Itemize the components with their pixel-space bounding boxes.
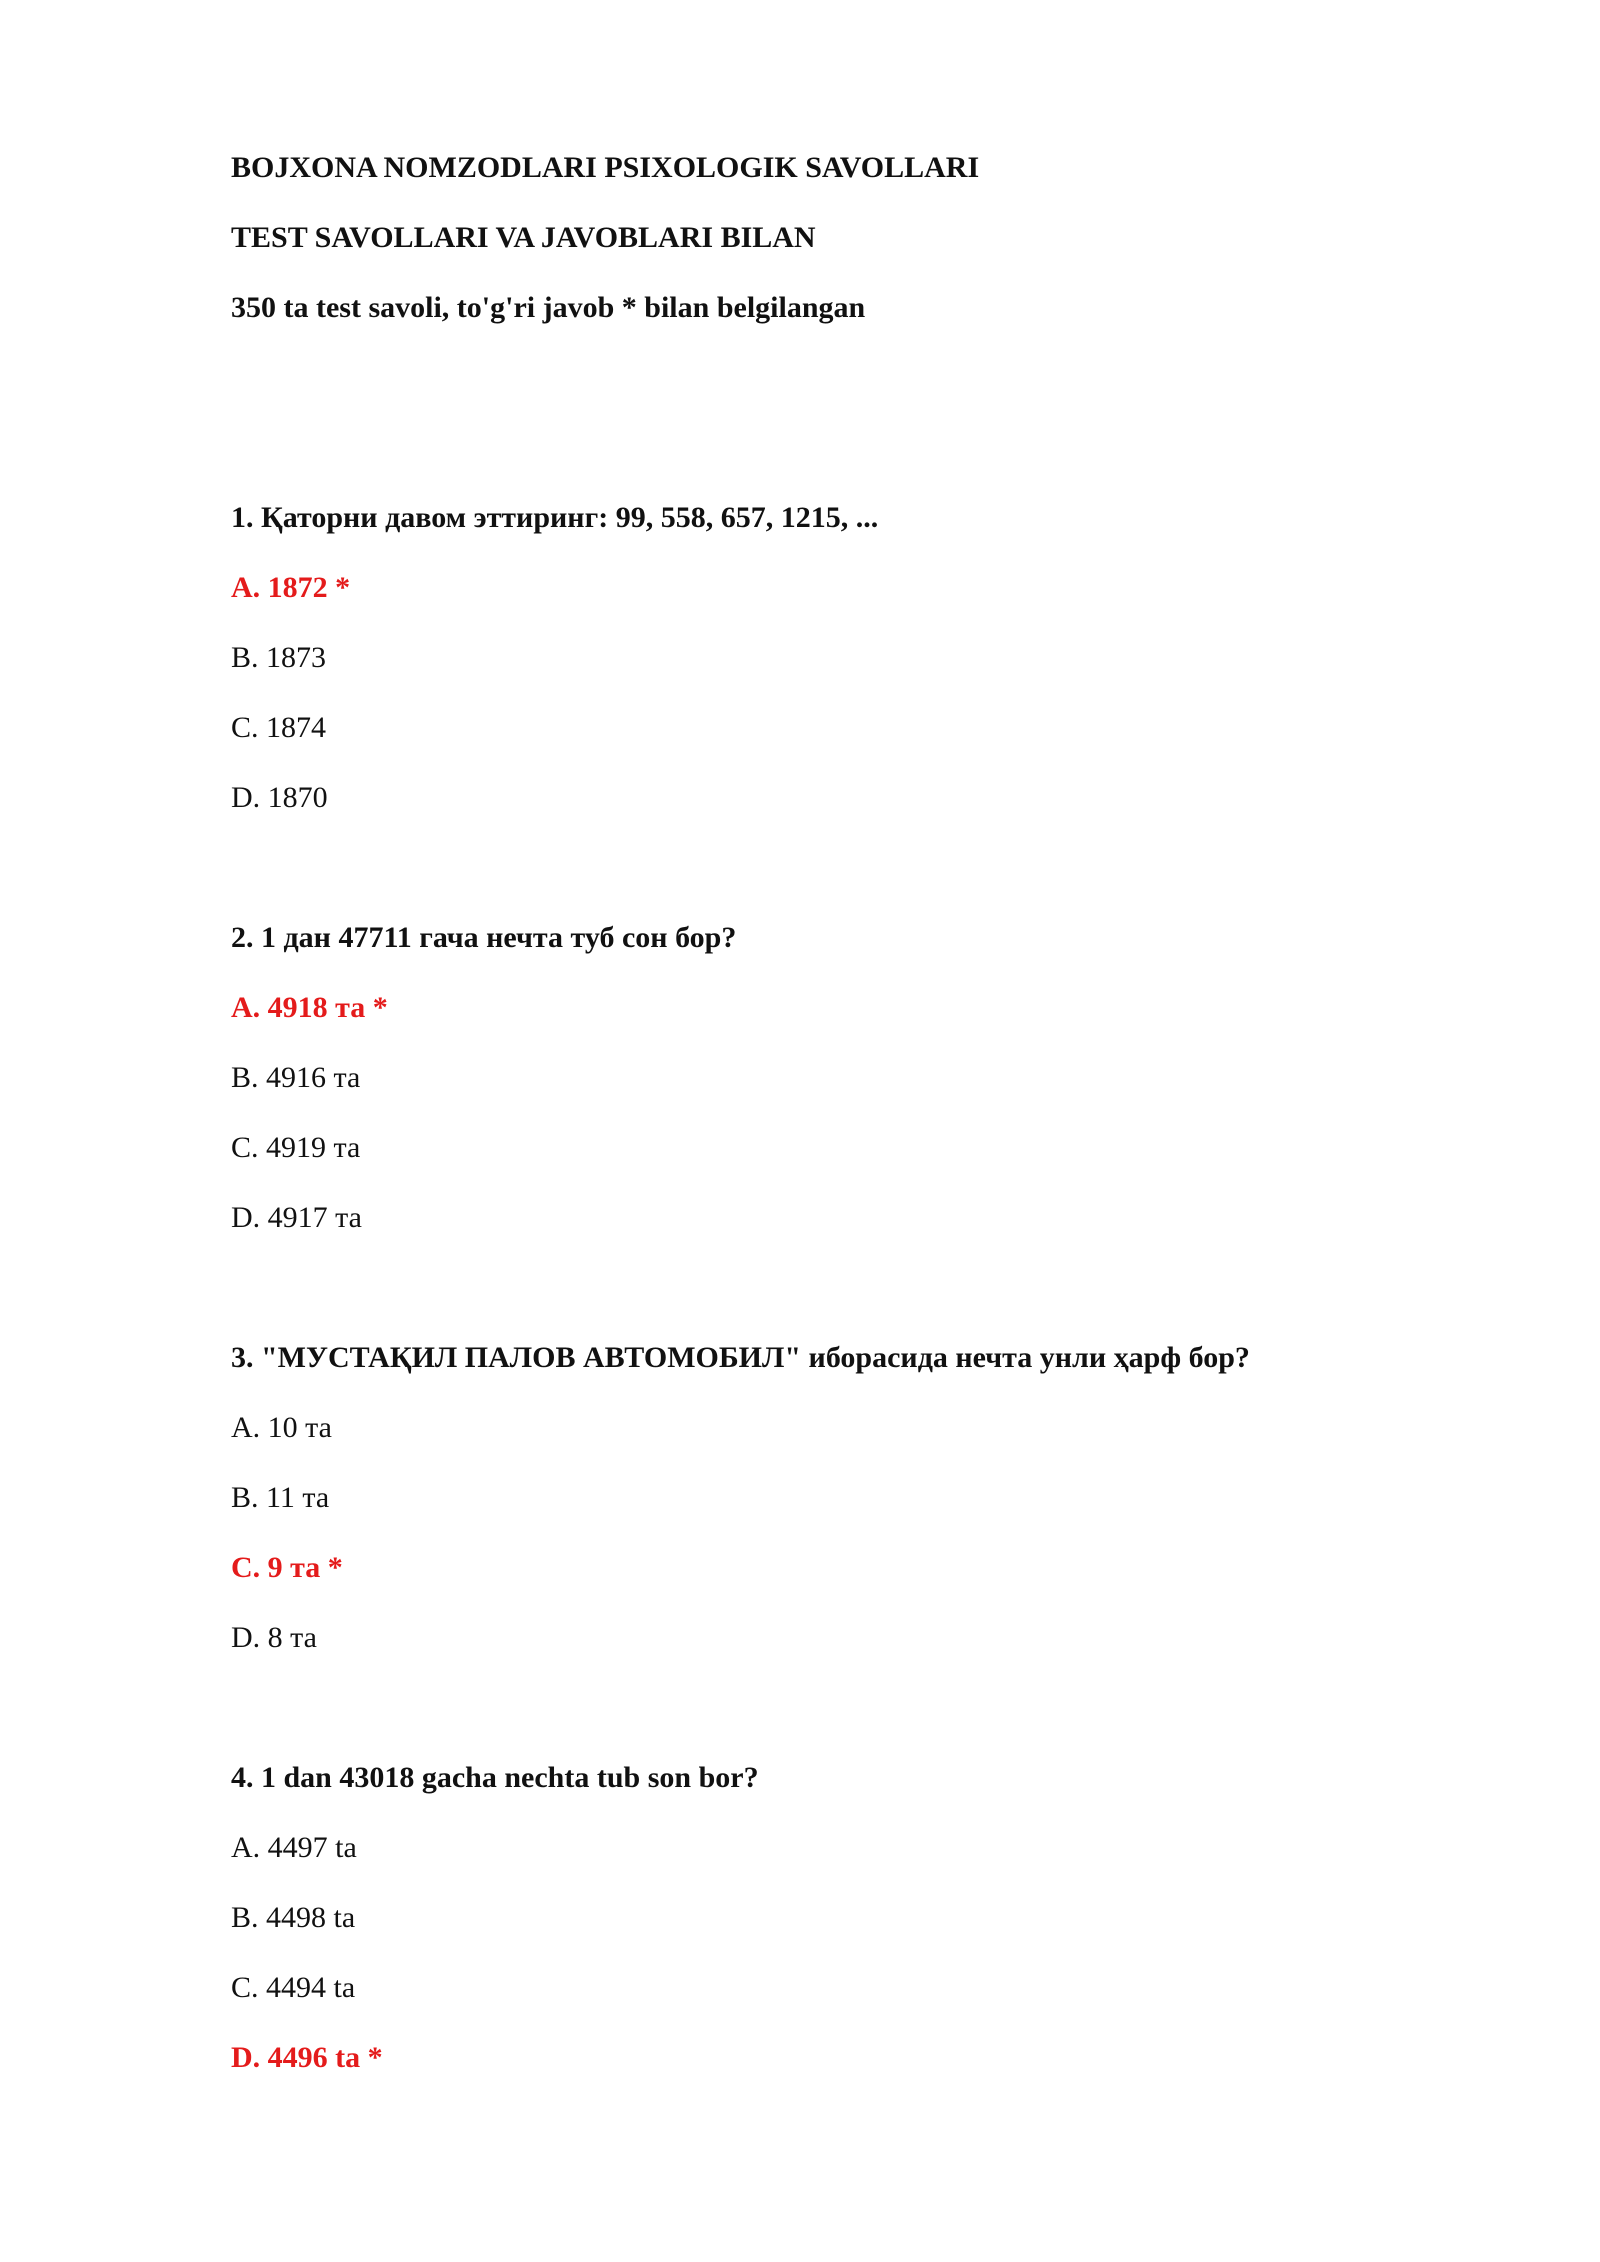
question-text: 2. 1 дан 47711 гача нечта туб сон бор? [231, 921, 737, 954]
answer-option-c: C. 1874 [231, 711, 327, 744]
answer-option-d: D. 1870 [231, 781, 328, 814]
answer-option-d: D. 4496 ta * [231, 2041, 383, 2074]
question-text: 1. Қаторни давом эттиринг: 99, 558, 657, 1215, ... [231, 501, 879, 534]
answer-option-c: C. 9 та * [231, 1551, 343, 1584]
answer-option-a: A. 10 та [231, 1411, 332, 1444]
answer-option-a: A. 4497 ta [231, 1831, 357, 1864]
answer-option-c: C. 4494 ta [231, 1971, 356, 2004]
answer-option-d: D. 8 та [231, 1621, 317, 1654]
document-header [231, 150, 1431, 360]
question-list [231, 500, 1481, 2180]
answer-option-a: A. 4918 та * [231, 991, 388, 1024]
question-4 [231, 1760, 1481, 2180]
document-subtitle: TEST SAVOLLARI VA JAVOBLARI BILAN [231, 221, 816, 254]
question-3 [231, 1340, 1481, 1760]
answer-option-c: C. 4919 та [231, 1131, 361, 1164]
answer-option-b: B. 4916 та [231, 1061, 361, 1094]
answer-option-a: A. 1872 * [231, 571, 351, 604]
question-1 [231, 500, 1481, 920]
question-2 [231, 920, 1481, 1340]
answer-option-b: B. 1873 [231, 641, 327, 674]
document-note: 350 ta test savoli, to'g'ri javob * bilan belgilangan [231, 291, 866, 324]
document-title: BOJXONA NOMZODLARI PSIXOLOGIK SAVOLLARI [231, 151, 980, 184]
answer-option-b: B. 4498 ta [231, 1901, 356, 1934]
question-text: 3. "МУСТАҚИЛ ПАЛОВ АВТОМОБИЛ" иборасида нечта унли ҳарф бор? [231, 1341, 1250, 1374]
answer-option-b: B. 11 та [231, 1481, 330, 1514]
answer-option-d: D. 4917 та [231, 1201, 362, 1234]
question-text: 4. 1 dan 43018 gacha nechta tub son bor? [231, 1761, 759, 1794]
